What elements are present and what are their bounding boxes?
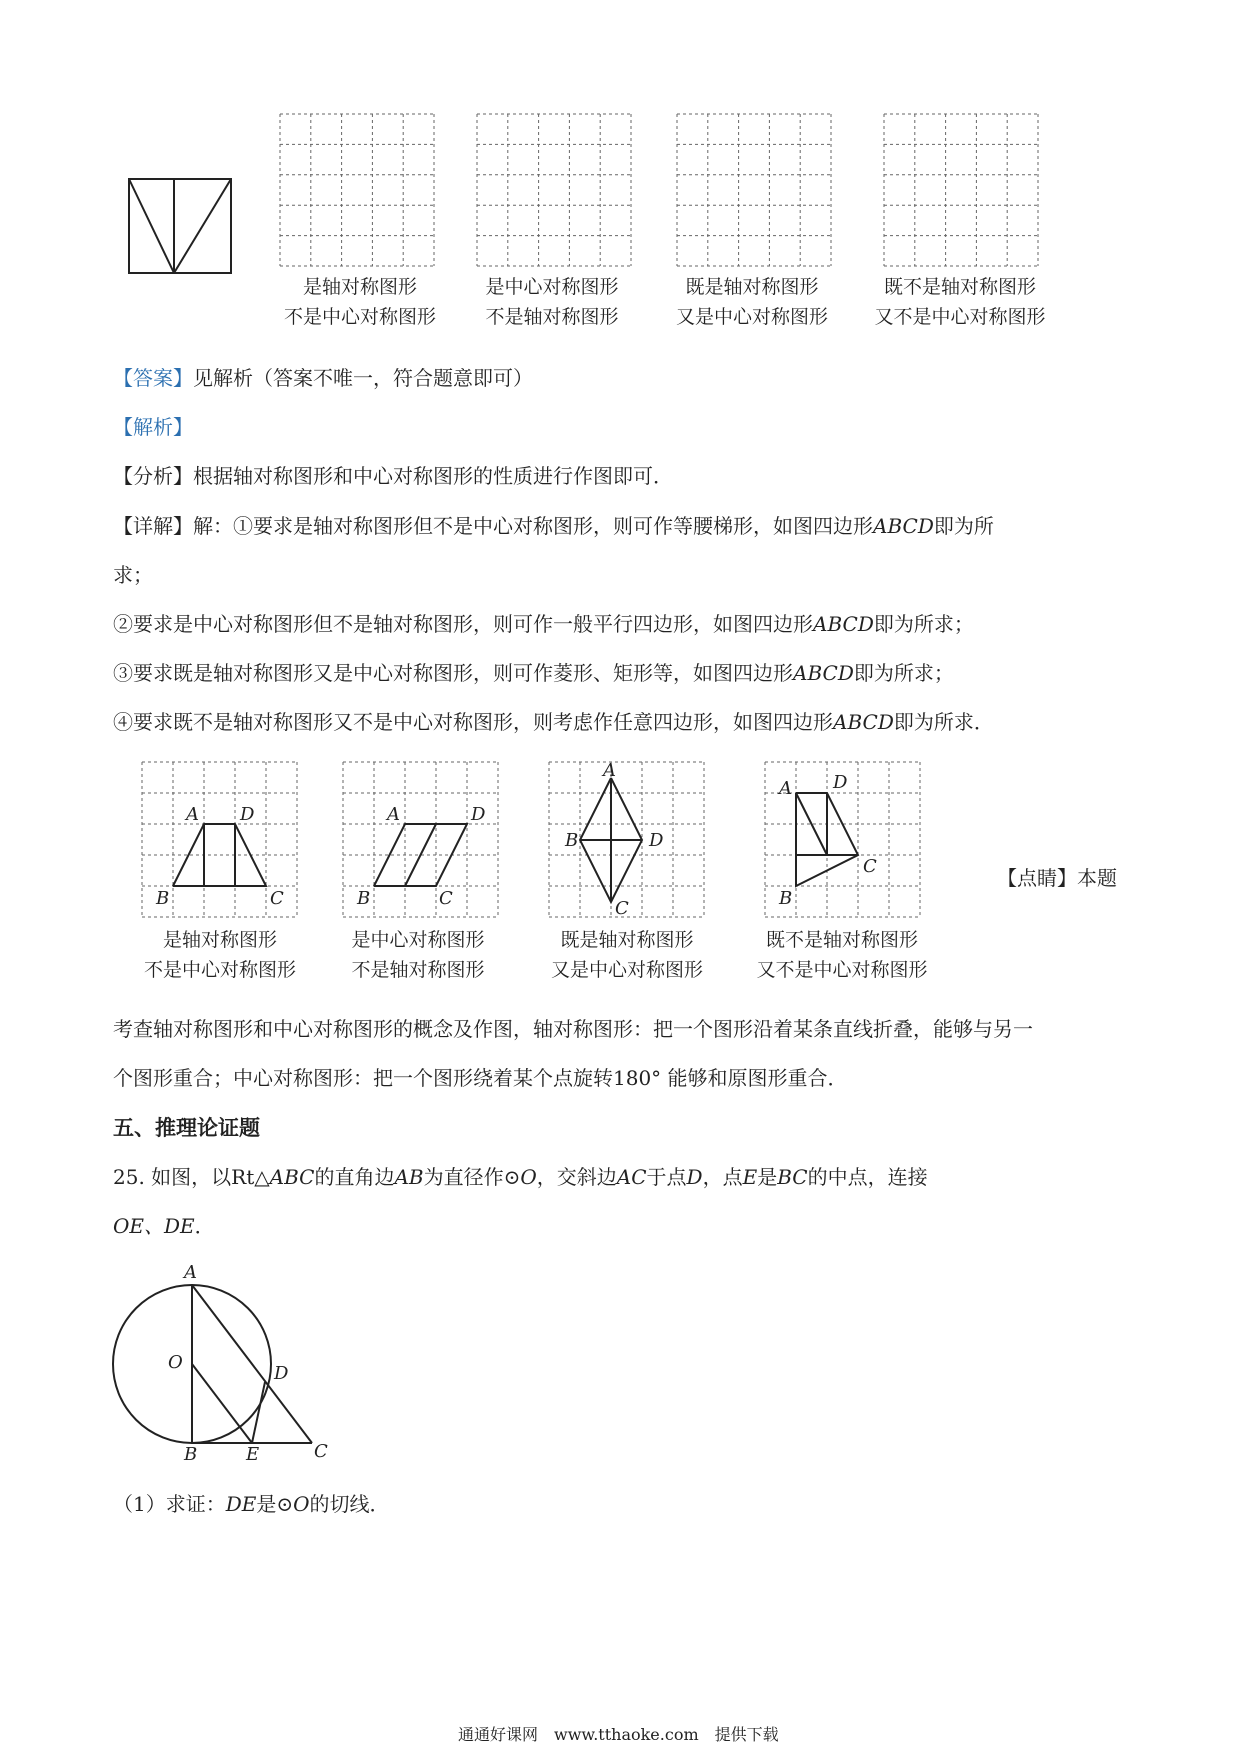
answer-grid-2 [343, 762, 498, 917]
label-c: C [439, 888, 453, 909]
label-a: A [779, 778, 792, 799]
q25-line-2: OE、DE． [113, 1214, 215, 1238]
answer-caption-4: 既不是轴对称图形 又不是中心对称图形 [756, 929, 928, 981]
section-title: 五、推理论证题 [113, 1115, 260, 1140]
label-d: D [833, 772, 848, 793]
label-b: B [156, 888, 170, 909]
answer-caption-2: 是中心对称图形 不是轴对称图形 [351, 929, 485, 981]
label-e: E [246, 1444, 260, 1465]
top-caption-1: 是轴对称图形 不是中心对称图形 [283, 276, 436, 328]
label-d: D [471, 804, 486, 825]
label-o: O [168, 1352, 183, 1373]
analysis-tag: 【解析】 [113, 415, 193, 439]
detail-line-3: ②要求是中心对称图形但不是轴对称图形，则可作一般平行四边形，如图四边形ABCD即为所求； [113, 612, 974, 636]
label-a: A [603, 760, 616, 781]
answer-grid-4 [765, 762, 920, 917]
label-b: B [184, 1444, 198, 1465]
answer-grid-1 [142, 762, 297, 917]
detail-line-2: 求； [113, 563, 153, 587]
answer-caption-1: 是轴对称图形 不是中心对称图形 [143, 929, 296, 981]
empty-grid-3 [677, 114, 831, 266]
empty-grid-4 [884, 114, 1038, 266]
label-a: A [186, 804, 199, 825]
fenxi-tag: 【分析】 [113, 464, 193, 488]
label-d: D [649, 830, 664, 851]
label-c: C [314, 1441, 328, 1462]
label-c: C [270, 888, 284, 909]
answer-tag: 【答案】 [113, 366, 193, 390]
top-caption-2: 是中心对称图形 不是轴对称图形 [485, 276, 619, 328]
segment-oe [192, 1364, 252, 1443]
q25-figure [100, 1256, 340, 1466]
dianjing-line-2: 个图形重合；中心对称图形：把一个图形绕着某个点旋转180° 能够和原图形重合． [113, 1066, 848, 1090]
detail-tag: 【详解】 [113, 514, 193, 538]
label-b: B [779, 888, 793, 909]
detail-line-1: 【详解】解：①要求是轴对称图形但不是中心对称图形，则可作等腰梯形，如图四边形ABCD即为所 [113, 514, 994, 538]
label-b: B [357, 888, 371, 909]
fenxi-text: 根据轴对称图形和中心对称图形的性质进行作图即可． [193, 464, 673, 488]
label-a: A [184, 1262, 197, 1283]
grid-lines [884, 114, 1038, 266]
empty-grid-1 [280, 114, 434, 266]
answer-caption-3: 既是轴对称图形 又是中心对称图形 [550, 929, 703, 981]
grid-lines [477, 114, 631, 266]
grid-lines [280, 114, 434, 266]
given-figure [128, 178, 232, 274]
answer-line [113, 364, 533, 392]
dianjing-tag: 【点睛】本题 [997, 866, 1117, 890]
q25-line-1: 25. 如图，以Rt△ABC的直角边AB为直径作⊙O，交斜边AC于点D，点E是BC的中点，连接 [113, 1165, 928, 1189]
detail-line-4: ③要求既是轴对称图形又是中心对称图形，则可作菱形、矩形等，如图四边形ABCD即为所求； [113, 661, 954, 685]
label-c: C [863, 856, 877, 877]
empty-grid-2 [477, 114, 631, 266]
detail-line-5: ④要求既不是轴对称图形又不是中心对称图形，则考虑作任意四边形，如图四边形ABCD即为所求． [113, 710, 994, 734]
segment-ac [192, 1285, 312, 1443]
label-c: C [615, 898, 629, 919]
dianjing-line-1: 考查轴对称图形和中心对称图形的概念及作图，轴对称图形：把一个图形沿着某条直线折叠，能够与另一 [113, 1017, 1033, 1041]
top-caption-3: 既是轴对称图形 又是中心对称图形 [675, 276, 828, 328]
top-caption-4: 既不是轴对称图形 又不是中心对称图形 [874, 276, 1046, 328]
grid-lines [677, 114, 831, 266]
label-a: A [387, 804, 400, 825]
answer-grid-3 [549, 762, 704, 917]
label-d: D [240, 804, 255, 825]
label-b: B [565, 830, 579, 851]
label-d: D [274, 1363, 289, 1384]
footer: 通通好课网 www.tthaoke.com 提供下载 [458, 1725, 779, 1744]
q25-sub-1: （1）求证：DE是⊙O的切线． [113, 1492, 390, 1516]
answer-text: 见解析（答案不唯一，符合题意即可） [193, 366, 533, 390]
fenxi-line [113, 462, 673, 490]
